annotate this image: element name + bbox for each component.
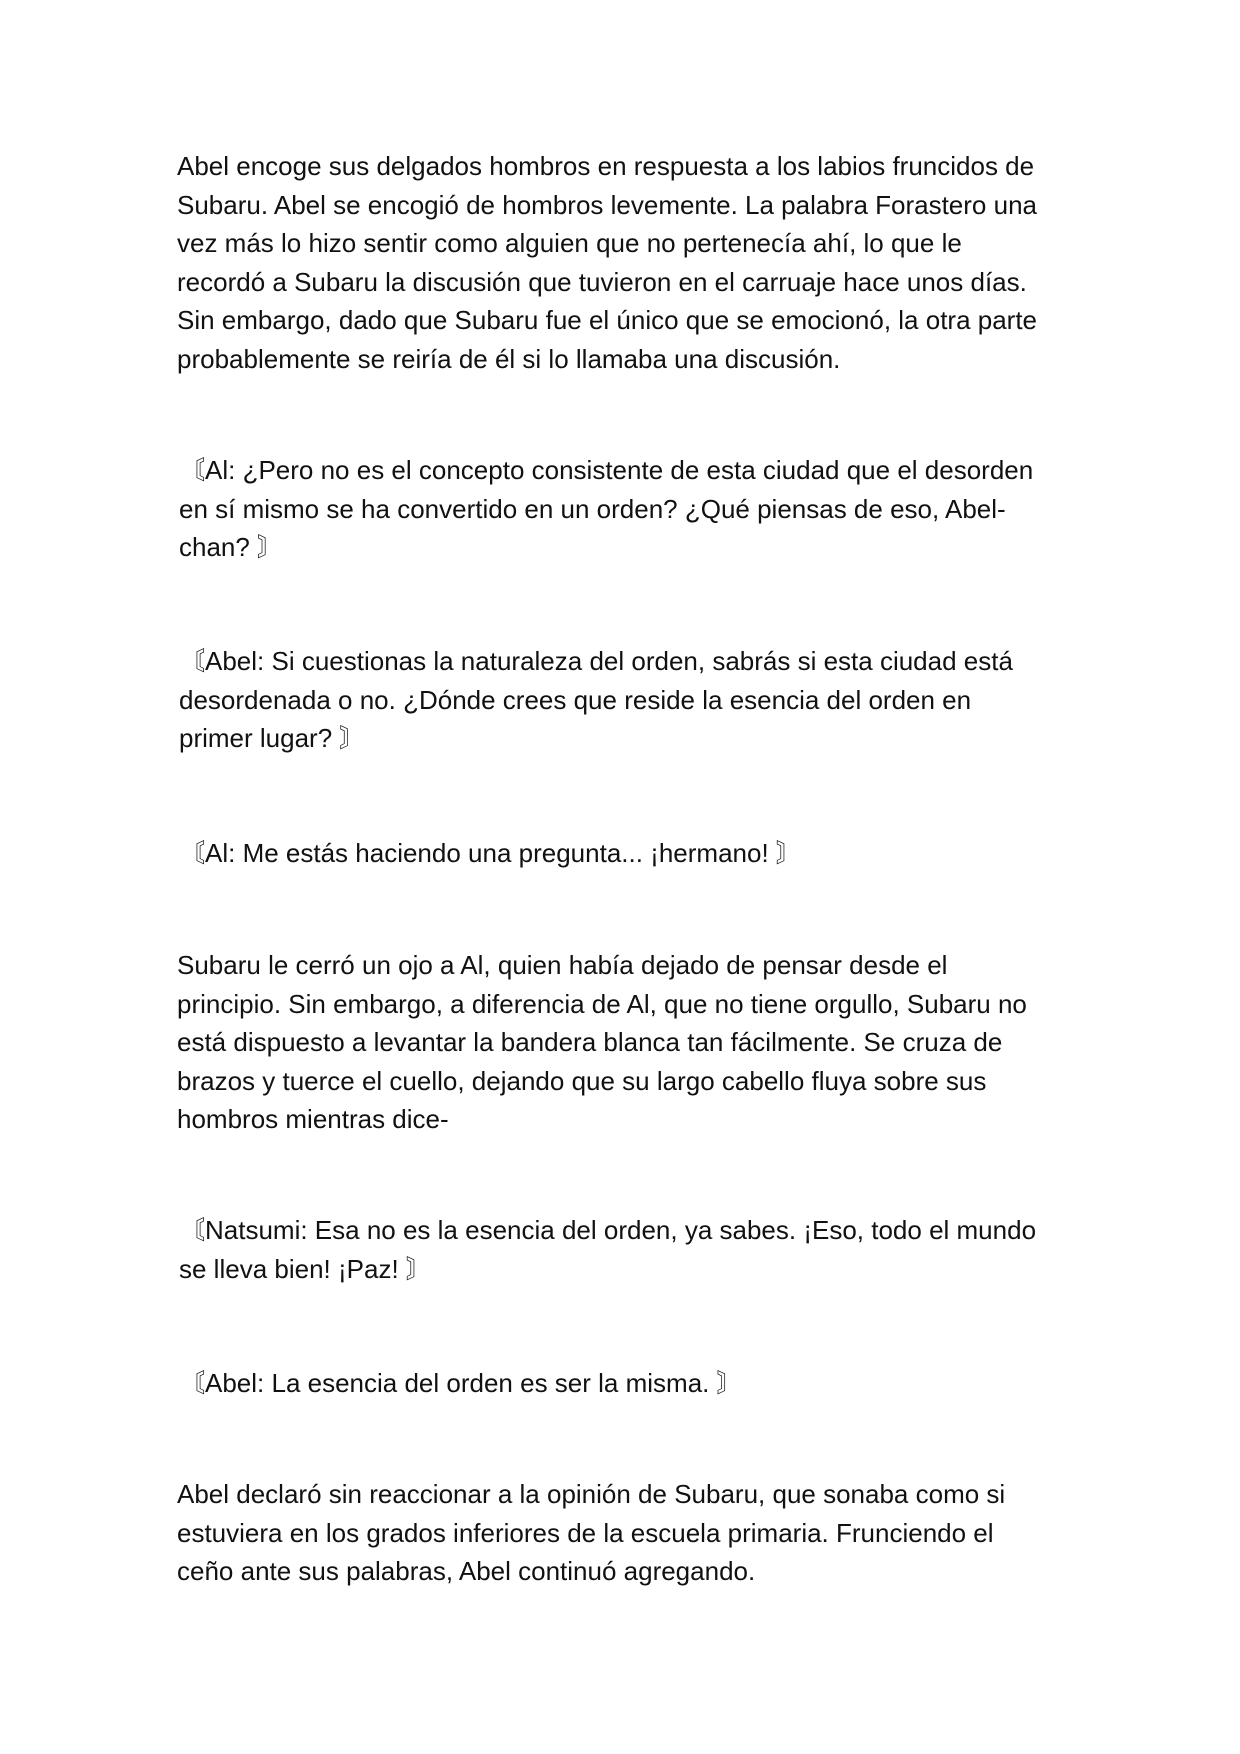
narration-paragraph: Subaru le cerró un ojo a Al, quien había dejado de pensar desde el principio. Sin embargo, a diferencia de Al, que no tiene orgullo, Subaru no está dispuesto a levantar la bandera blanca tan fácilmente. Se cruza de brazos y tuerce el cuello, dejando que su largo cabello fluya sobre sus hombros mientras dice- (177, 950, 1027, 1135)
dialogue-line-al: 〘Al: Me estás haciendo una pregunta... ¡hermano! 〙 (179, 838, 802, 868)
dialogue-line-al: 〘Al: ¿Pero no es el concepto consistente de esta ciudad que el desorden en sí mismo se ha convertido en un orden? ¿Qué piensas de eso, Abel- chan? 〙 (179, 455, 1034, 563)
narration-paragraph: Abel encoge sus delgados hombros en respuesta a los labios fruncidos de Subaru. Abel se encogió de hombros levemente. La palabra Forastero una vez más lo hizo sentir como alguien que no pertenecía ahí, lo que le recordó a Subaru la discusión que tuvieron en el carruaje hace unos días. Sin embargo, dado que Subaru fue el único que se emocionó, la otra parte probablemente se reiría de él si lo llamaba una discusión. (177, 151, 1038, 374)
dialogue-line-abel: 〘Abel: La esencia del orden es ser la misma. 〙 (179, 1368, 743, 1398)
dialogue-line-natsumi: 〘Natsumi: Esa no es la esencia del orden, ya sabes. ¡Eso, todo el mundo se lleva bien! ¡Paz! 〙 (179, 1215, 1037, 1284)
dialogue-line-abel: 〘Abel: Si cuestionas la naturaleza del orden, sabrás si esta ciudad está desordenada o no. ¿Dónde crees que reside la esencia del orden en primer lugar? 〙 (179, 646, 1013, 754)
narration-paragraph: Abel declaró sin reaccionar a la opinión de Subaru, que sonaba como si estuviera en los grados inferiores de la escuela primaria. Frunciendo el ceño ante sus palabras, Abel continuó agregando. (177, 1479, 1006, 1587)
